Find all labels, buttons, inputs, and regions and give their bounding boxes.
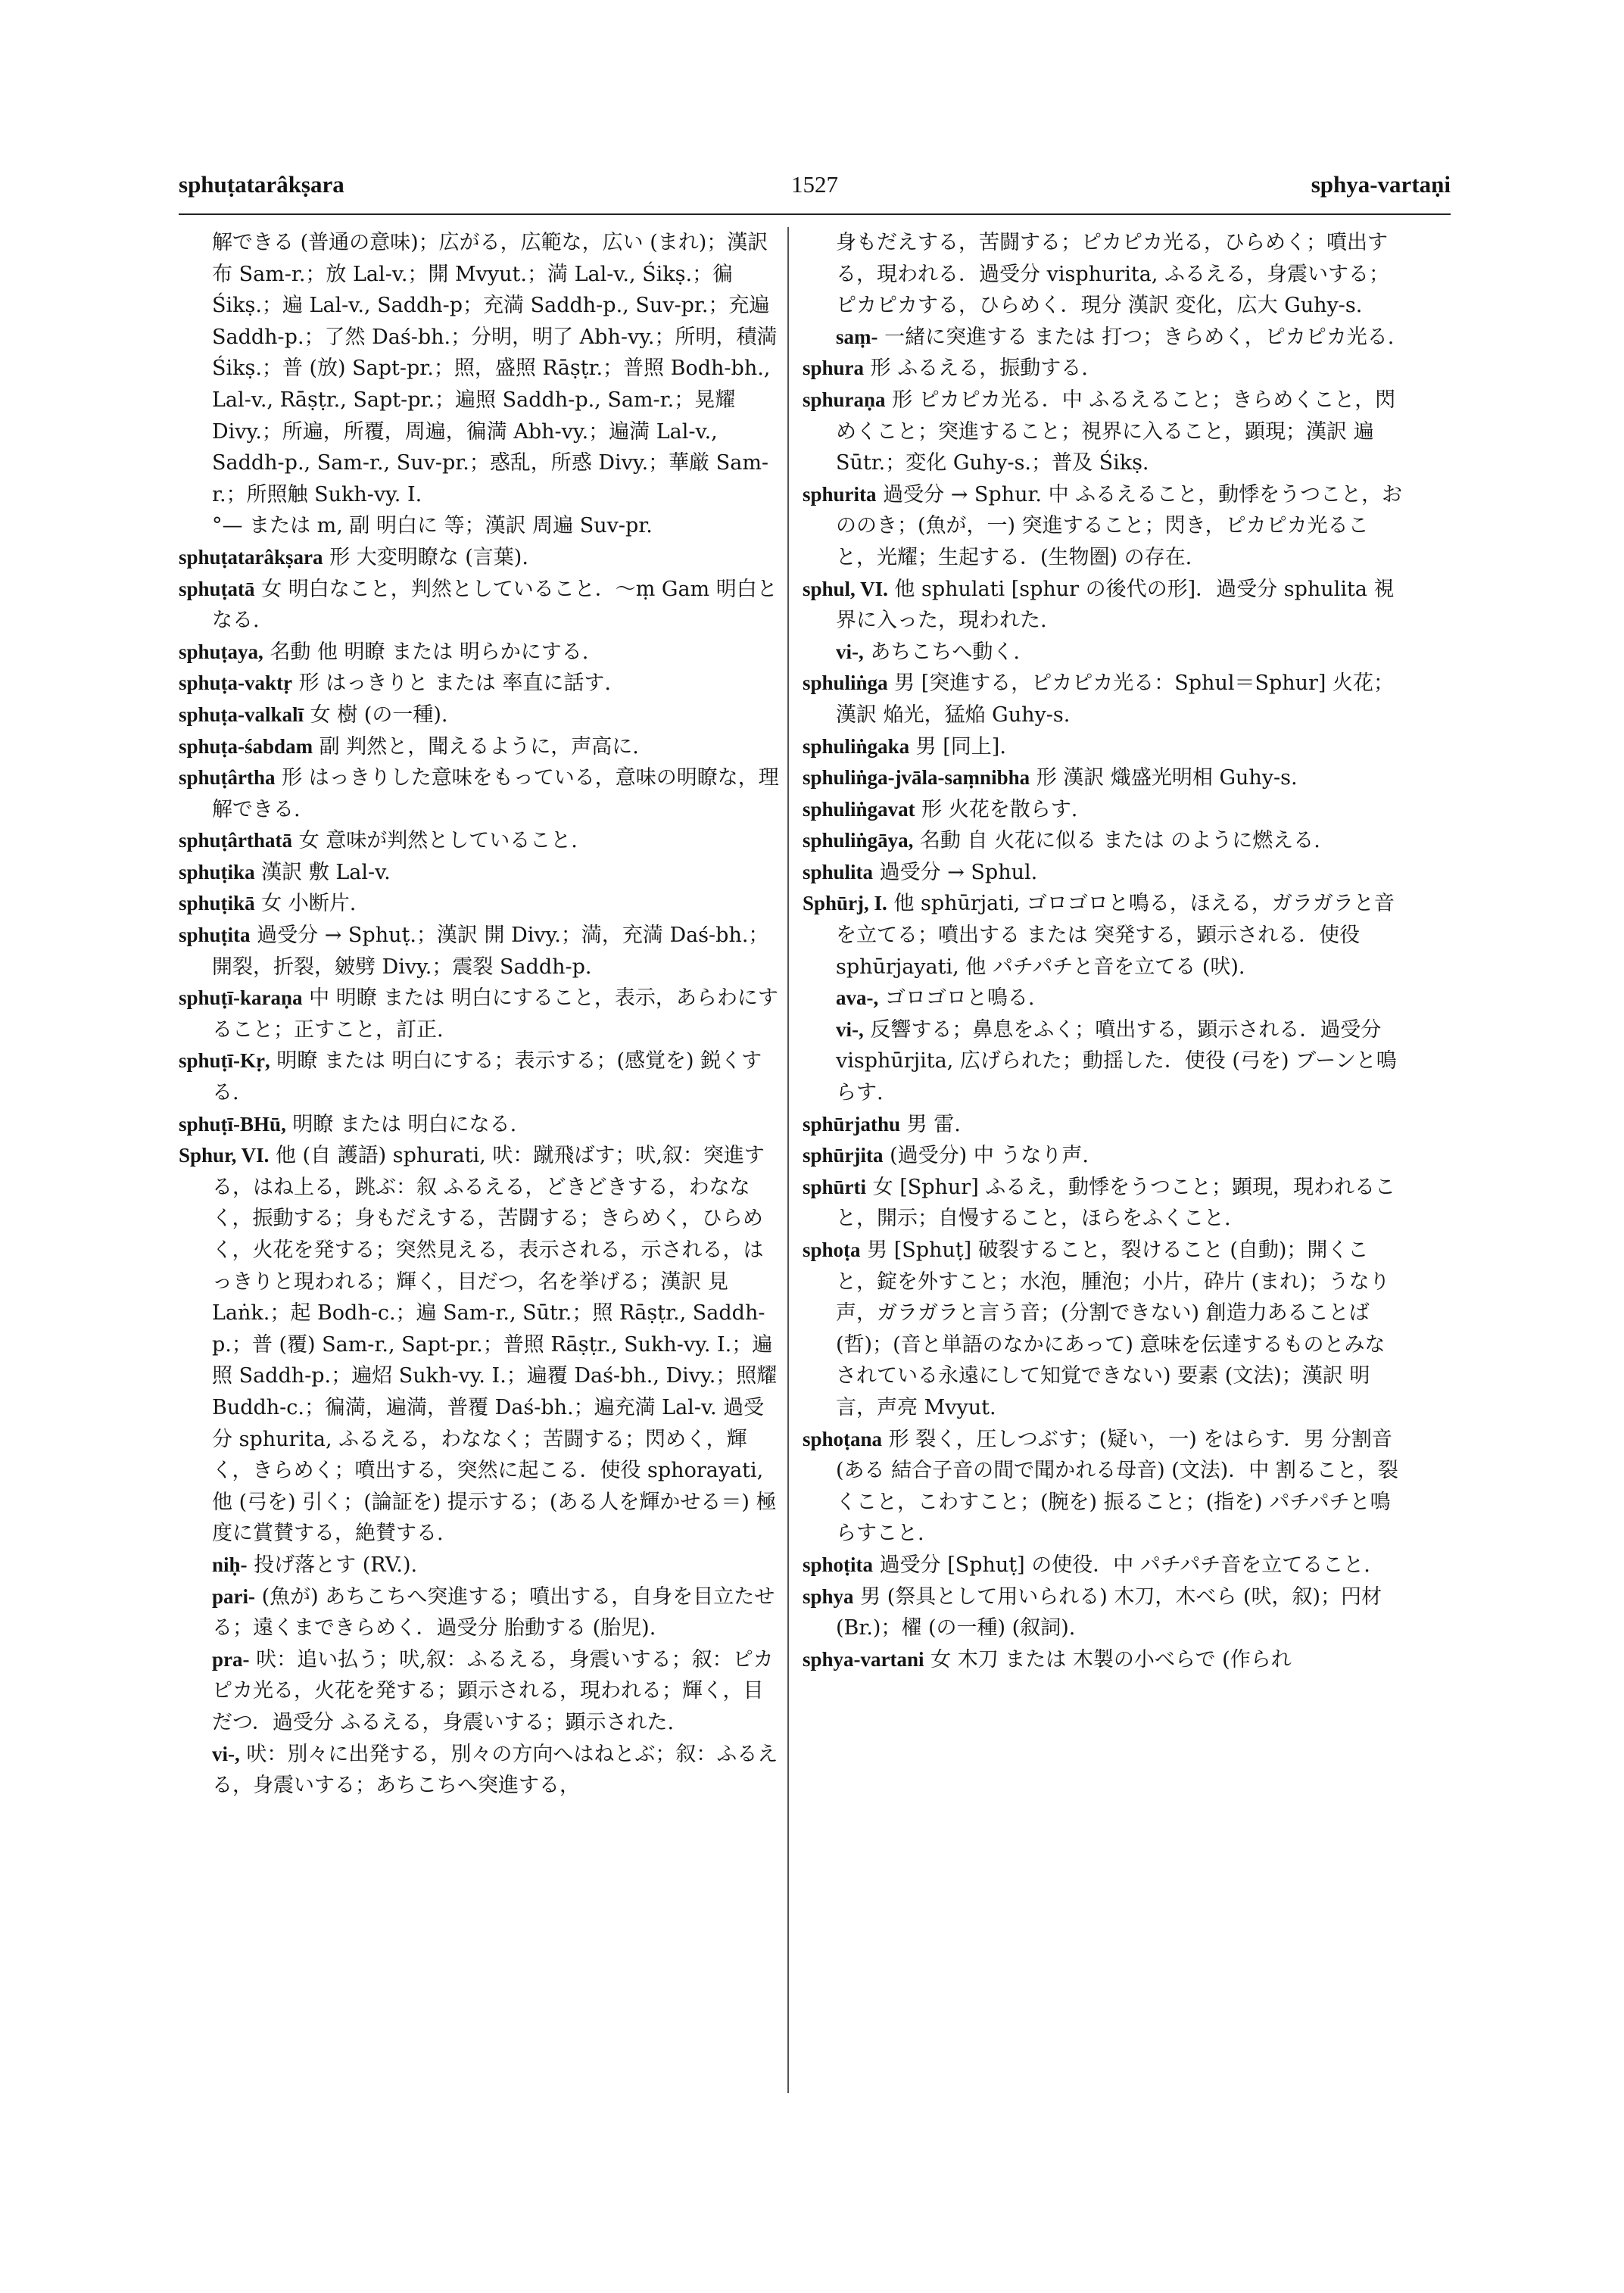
dictionary-entry [803, 1140, 1405, 1172]
headword: sphuṭârthatā [179, 829, 293, 852]
dictionary-entry [803, 1109, 1405, 1141]
page-header [179, 171, 1451, 209]
headword: sphuṭaya, [179, 640, 263, 663]
headword: sphurita [803, 482, 877, 506]
dictionary-entry [803, 888, 1405, 983]
entry-continuation [179, 510, 781, 542]
dictionary-entry [179, 1109, 781, 1141]
entry-text: 形 漢訳 熾盛光明相 Guhy-s. [1030, 766, 1298, 790]
sub-entry [803, 637, 1405, 668]
dictionary-entry [803, 353, 1405, 385]
headword: sphuṭa-śabdam [179, 734, 313, 758]
entry-text: 過受分 → Sphul. [873, 860, 1038, 884]
entry-text: 形 大変明瞭な (言葉). [323, 545, 528, 569]
entry-text: 吠：追い払う；吠,叙：ふるえる，身震いする；叙：ピカピカ光る，火花を発する；顕示される，現われる；輝く，目だつ．過受分 ふるえる，身震いする；顕示された. [212, 1647, 774, 1734]
dictionary-entry [179, 574, 781, 637]
dictionary-entry [803, 731, 1405, 763]
entry-text: 過受分 → Sphur. 中 ふるえること，動悸をうつこと，おののき；(魚が，一) 突進すること；閃き，ピカピカ光ること，光耀；生起する．(生物圏) の存在. [836, 482, 1403, 569]
dictionary-entry [803, 1581, 1405, 1644]
entry-text: ゴロゴロと鳴る. [878, 986, 1035, 1011]
headword: sphūrjita [803, 1144, 884, 1167]
dictionary-entry [179, 920, 781, 983]
entry-text: 名動 他 明瞭 または 明らかにする. [263, 640, 589, 664]
dictionary-entry [803, 1424, 1405, 1550]
entry-text: 形 火花を散らす. [915, 797, 1078, 821]
entry-text: 男 [突進する，ピカピカ光る：Sphul＝Sphur] 火花；漢訳 焔光，猛焔 Guhy-s. [836, 671, 1395, 727]
sub-entry [179, 1581, 781, 1644]
entry-text: 解できる (普通の意味)；広がる，広範な，広い (まれ)；漢訳 布 Sam-r.；放 Lal-v.；開 Mvyut.；満 Lal-v., Śikṣ.；徧 Śikṣ.；遍 Lal-v., Saddh-p；充満 Saddh-p., Suv-pr.；充遍 Saddh-p.；了然 Daś-bh.；分明，明了 Abh-vy.；所明，積満 Śikṣ.；普 (放) Sapt-pr.；照，盛照 Rāṣṭr.；普照 Bodh-bh., Lal-v., Rāṣṭr., Sapt-pr.；遍照 Saddh-p., Sam-r.；晃耀 Divy.；所遍，所覆，周遍，徧満 Abh-vy.；遍満 Lal-v., Saddh-p., Sam-r., Suv-pr.；惑乱，所惑 Divy.；華厳 Sam-r.；所照触 Sukh-vy. I. [212, 231, 778, 506]
right-column [803, 227, 1405, 1675]
headword: sphya [803, 1584, 854, 1608]
dictionary-entry [803, 385, 1405, 479]
entry-text: 形 はっきりした意味をもっている，意味の明瞭な，理解できる. [212, 766, 779, 821]
headword: sphuṭârtha [179, 766, 276, 790]
headword: sphuṭī-BHū, [179, 1112, 286, 1136]
headword: sphuṭatā [179, 577, 255, 600]
header-rule [179, 213, 1451, 215]
headword: sphuṭa-valkalī [179, 703, 304, 726]
header-right-guide-word: sphya-vartaṇi [1311, 171, 1451, 198]
entry-text: 名動 自 火花に似る または のように燃える. [913, 829, 1320, 853]
entry-text: 過受分 [Sphuṭ] の使役．中 パチパチ音を立てること. [873, 1553, 1370, 1577]
headword: sphūrjathu [803, 1112, 901, 1136]
sub-entry [179, 1550, 781, 1581]
dictionary-entry [803, 1550, 1405, 1581]
left-column [179, 227, 781, 1802]
dictionary-entry [803, 668, 1405, 731]
sub-entry [803, 322, 1405, 354]
headword: sphūrti [803, 1175, 867, 1198]
entry-text: 明瞭 または 明白にする；表示する；(感覚を) 鋭くする. [212, 1049, 762, 1105]
headword: sphuṭatarâkṣara [179, 545, 323, 569]
entry-text: 身もだえする，苦闘する；ピカピカ光る，ひらめく；噴出する，現われる．過受分 visphurita, ふるえる，身震いする；ピカピカする，ひらめく．現分 漢訳 変化，広大 Guhy-s. [836, 231, 1390, 318]
entry-text: 形 ふるえる，振動する. [864, 357, 1088, 381]
entry-text: 吠：別々に出発する，別々の方向へはねとぶ；叙：ふるえる，身震いする；あちこちへ突進する， [212, 1742, 778, 1798]
entry-text: 形 裂く，圧しつぶす；(疑い，一) をはらす．男 分割音 (ある 結合子音の間で聞かれる母音) (文法)．中 割ること，裂くこと，こわすこと；(腕を) 振ること；(指を) パチパチと鳴らすこと. [836, 1427, 1398, 1546]
headword: sphuraṇa [803, 388, 886, 411]
dictionary-entry [803, 857, 1405, 889]
entry-text: 女 意味が判然としていること. [292, 829, 578, 853]
entry-text: °— または m, 副 明白に 等；漢訳 周遍 Suv-pr. [212, 514, 653, 538]
headword: sphuṭika [179, 860, 255, 883]
entry-text: 漢訳 敷 Lal-v. [254, 860, 391, 884]
column-divider [787, 227, 789, 2093]
dictionary-entry [179, 857, 781, 889]
dictionary-entry [179, 983, 781, 1045]
entry-text: あちこちへ動く. [863, 640, 1020, 664]
prefix: pra- [212, 1647, 250, 1671]
entry-text: 過受分 → Sphuṭ.；漢訳 開 Divy.；満，充満 Daś-bh.；開裂，折裂，皴劈 Divy.；震裂 Saddh-p. [212, 924, 769, 979]
entry-text: 一緒に突進する または 打つ；きらめく，ピカピカ光る. [877, 325, 1395, 349]
entry-text: 女 [Sphur] ふるえ，動悸をうつこと；顕現，現われること，開示；自慢すること，ほらをふくこと. [836, 1175, 1395, 1231]
dictionary-entry [803, 1172, 1405, 1235]
dictionary-entry [803, 794, 1405, 826]
dictionary-entry [803, 762, 1405, 794]
headword: sphuṭī-Kṛ, [179, 1049, 270, 1073]
sub-entry [179, 1739, 781, 1802]
dictionary-entry [179, 762, 781, 825]
dictionary-entry [803, 825, 1405, 857]
dictionary-entry [179, 542, 781, 574]
entry-text: 女 明白なこと，判然としていること．～ṃ Gam 明白となる. [212, 577, 778, 633]
headword: sphya-vartani [803, 1647, 924, 1671]
prefix: vi-, [836, 1017, 864, 1041]
entry-text: 投げ落とす (RV.). [247, 1553, 418, 1577]
headword: sphuliṅga [803, 671, 888, 695]
page-number: 1527 [791, 171, 838, 198]
entry-text: 中 明瞭 または 明白にすること，表示，あらわにすること；正すこと，訂正. [212, 986, 778, 1042]
headword: sphuliṅgavat [803, 797, 915, 821]
headword: sphuliṅga-jvāla-saṃnibha [803, 766, 1030, 790]
prefix: ava-, [836, 986, 879, 1010]
entry-text: (魚が) あちこちへ突進する；噴出する，自身を目立たせる；遠くまできらめく．過受分 胎動する (胎児). [212, 1584, 775, 1640]
sub-entry [179, 1644, 781, 1739]
headword: sphulita [803, 860, 874, 883]
entry-text: 他 sphulati [sphur の後代の形]．過受分 sphulita 視界に入った，現われた. [836, 577, 1395, 633]
dictionary-entry [179, 825, 781, 857]
headword: sphoṭita [803, 1553, 874, 1576]
dictionary-entry [179, 731, 781, 763]
headword: sphuṭī-karaṇa [179, 986, 303, 1010]
entry-text: 反響する；鼻息をふく；噴出する，顕示される．過受分 visphūrjita, 広げられた；動揺した．使役 (弓を) ブーンと鳴らす. [836, 1017, 1397, 1105]
dictionary-entry [179, 1045, 781, 1108]
sub-entry [803, 983, 1405, 1014]
prefix: saṃ- [836, 325, 878, 348]
prefix: pari- [212, 1584, 255, 1608]
dictionary-entry [803, 574, 1405, 637]
entry-text: 副 判然と，聞えるように，声高に. [313, 734, 639, 759]
headword: sphuliṅgāya, [803, 829, 914, 852]
entry-text: 男 [同上]. [909, 734, 1006, 759]
dictionary-entry [803, 1235, 1405, 1424]
entry-text: (過受分) 中 うなり声. [883, 1144, 1089, 1168]
dictionary-entry [179, 1140, 781, 1550]
entry-text: 男 [Sphuṭ] 破裂すること，裂けること (自動)；開くこと，錠を外すこと；水泡，腫泡；小片，砕片 (まれ)；うなり声，ガラガラと言う音；(分割できない) 創造力あることば (哲)；(音と単語のなかにあって) 意味を伝達するものとみなされている永遠にして知覚できない) 要素 (文法)；漢訳 明言，声亮 Mvyut. [836, 1238, 1390, 1419]
dictionary-entry [803, 1644, 1405, 1676]
entry-text: 明瞭 または 明白になる. [285, 1112, 517, 1136]
entry-text: 女 樹 (の一種). [304, 703, 448, 727]
headword: sphul, VI. [803, 577, 888, 600]
headword: sphoṭana [803, 1427, 883, 1450]
entry-text: 形 ピカピカ光る．中 ふるえること；きらめくこと，閃めくこと；突進すること；視界に入ること，顕現；漢訳 遍 Sūtr.；変化 Guhy-s.；普及 Śikṣ. [836, 388, 1396, 475]
sub-entry [803, 1014, 1405, 1109]
entry-text: 形 はっきりと または 率直に話す. [292, 671, 611, 696]
prefix: vi-, [212, 1742, 240, 1765]
headword: sphuṭa-vaktṛ [179, 671, 293, 695]
headword: sphuliṅgaka [803, 734, 910, 758]
headword: Sphur, VI. [179, 1144, 270, 1167]
headword: sphura [803, 357, 865, 380]
dictionary-entry [179, 888, 781, 920]
dictionary-entry [179, 637, 781, 668]
headword: sphoṭa [803, 1238, 861, 1261]
dictionary-entry [179, 668, 781, 699]
prefix: niḥ- [212, 1553, 248, 1576]
entry-text: 女 木刀 または 木製の小べらで (作られ [924, 1647, 1292, 1671]
dictionary-entry [179, 699, 781, 731]
headword: sphuṭikā [179, 892, 255, 915]
prefix: vi-, [836, 640, 864, 663]
entry-text: 他 (自 護語) sphurati, 吠：蹴飛ばす；吠,叙：突進する，はね上る，跳ぶ：叙 ふるえる，どきどきする，わななく，振動する；身もだえする，苦闘する；きらめく，ひらめく，火花を発する；突然見える，表示される，示される，はっきりと現われる；輝く，目だつ，名を挙げる；漢訳 見 Laṅk.；起 Bodh-c.；遍 Sam-r., Sūtr.；照 Rāṣṭr., Saddh-p.；普 (覆) Sam-r., Sapt-pr.；普照 Rāṣṭr., Sukh-vy. I.；遍照 Saddh-p.；遍炤 Sukh-vy. I.；遍覆 Daś-bh., Divy.；照耀 Buddh-c.；徧満，遍満，普覆 Daś-bh.；遍充満 Lal-v. 過受分 sphurita, ふるえる，わななく；苦闘する；閃めく，輝く，きらめく；噴出する，突然に起こる．使役 sphorayati, 他 (弓を) 引く；(論証を) 提示する；(ある人を輝かせる＝) 極度に賞賛する，絶賛する. [212, 1144, 778, 1546]
dictionary-entry [803, 479, 1405, 574]
entry-text: 男 雷. [900, 1112, 961, 1136]
entry-text: 男 (祭具として用いられる) 木刀，木べら (吠，叙)；円材 (Br.)；櫂 (の一種) (叙詞). [836, 1584, 1382, 1640]
entry-text: 他 sphūrjati, ゴロゴロと鳴る，ほえる，ガラガラと音を立てる；噴出する または 突発する，顕示される．使役 sphūrjayati, 他 パチパチと音を立てる (吠). [836, 892, 1395, 979]
header-left-guide-word: sphuṭatarâkṣara [179, 171, 344, 198]
headword: Sphūrj, I. [803, 892, 887, 915]
entry-text: 女 小断片. [254, 892, 357, 916]
entry-continuation [179, 227, 781, 510]
headword: sphuṭita [179, 924, 251, 947]
entry-continuation [803, 227, 1405, 322]
